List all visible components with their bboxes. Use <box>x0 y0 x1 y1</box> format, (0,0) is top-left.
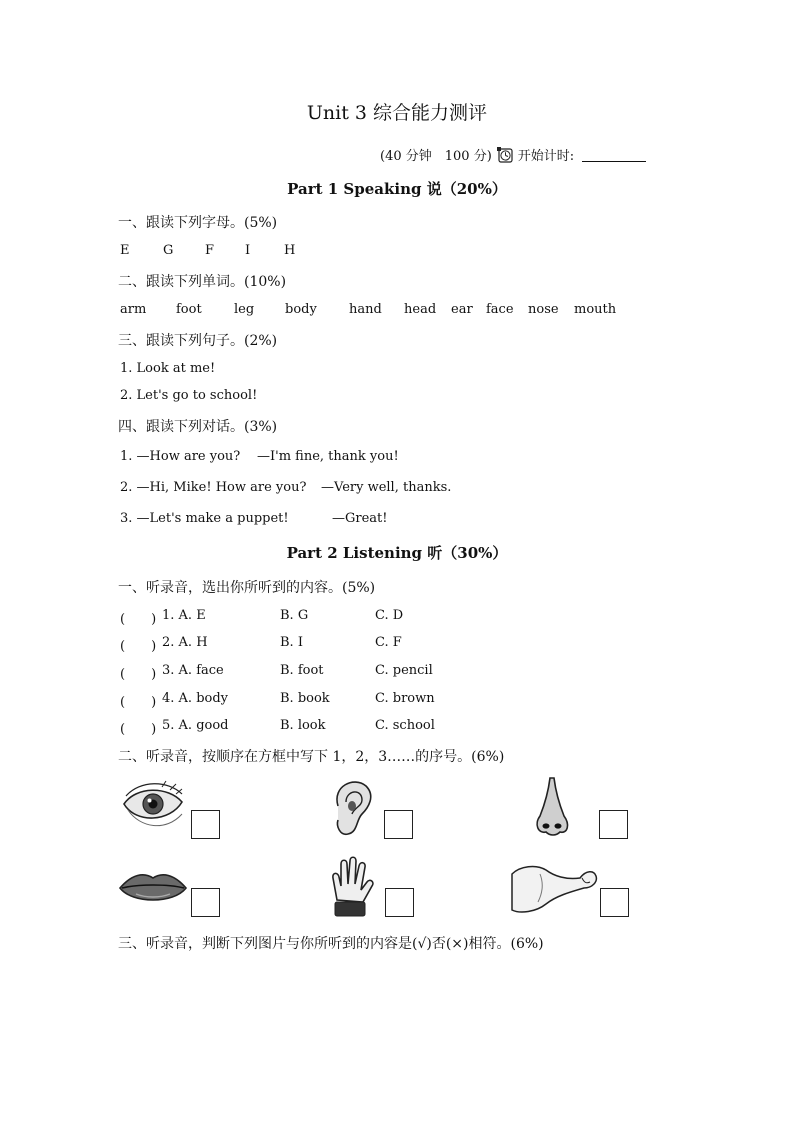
word: face <box>486 302 514 317</box>
ear-picture <box>330 776 374 838</box>
dialogue-line-b: —Very well, thanks. <box>321 480 452 495</box>
timer-label: 开始计时: <box>517 149 575 164</box>
part2-q2-title: 二、听录音，按顺序在方框中写下 1，2，3……的序号。(6%) <box>118 749 505 765</box>
word: mouth <box>574 302 617 317</box>
option-a: 2. A. H <box>162 635 208 650</box>
hand-picture <box>323 856 375 918</box>
dialogue-line-a: 2. —Hi, Mike! How are you? <box>120 480 307 495</box>
letter: G <box>163 243 174 258</box>
answer-blank[interactable]: ( ) <box>120 667 157 682</box>
arm-picture <box>510 860 598 916</box>
word: foot <box>176 302 202 317</box>
answer-blank[interactable]: ( ) <box>120 612 157 627</box>
part2-q3-title: 三、听录音，判断下列图片与你所听到的内容是(√)否(×)相符。(6%) <box>118 936 544 952</box>
option-c: C. F <box>375 635 402 650</box>
answer-box[interactable] <box>600 888 629 917</box>
part1-q4-title: 四、跟读下列对话。(3%) <box>118 419 278 435</box>
option-c: C. D <box>375 608 404 623</box>
dialogue-line-b: —Great! <box>332 511 388 526</box>
answer-blank[interactable]: ( ) <box>120 722 157 737</box>
answer-box[interactable] <box>599 810 628 839</box>
dialogue-line-b: —I'm fine, thank you! <box>257 449 399 464</box>
option-c: C. school <box>375 718 435 733</box>
option-b: B. foot <box>280 663 324 678</box>
option-a: 3. A. face <box>162 663 224 678</box>
option-b: B. G <box>280 608 309 623</box>
dialogue-line-a: 3. —Let's make a puppet! <box>120 511 289 526</box>
answer-box[interactable] <box>385 888 414 917</box>
answer-box[interactable] <box>191 810 220 839</box>
option-c: C. pencil <box>375 663 433 678</box>
nose-picture <box>534 776 570 838</box>
letter: I <box>245 243 251 258</box>
option-b: B. book <box>280 691 330 706</box>
answer-blank[interactable]: ( ) <box>120 695 157 710</box>
part1-q1-title: 一、跟读下列字母。(5%) <box>118 215 278 231</box>
part2-heading: Part 2 Listening 听（30%） <box>286 544 508 562</box>
eye-picture <box>122 778 184 840</box>
word: arm <box>120 302 147 317</box>
exam-meta <box>380 145 646 164</box>
letter: E <box>120 243 130 258</box>
time-score: (40 分钟 100 分) <box>380 149 492 164</box>
answer-box[interactable] <box>191 888 220 917</box>
clock-icon <box>496 146 514 164</box>
word: body <box>285 302 317 317</box>
answer-box[interactable] <box>384 810 413 839</box>
word: hand <box>349 302 382 317</box>
word: head <box>404 302 437 317</box>
letter: F <box>205 243 215 258</box>
word: nose <box>528 302 559 317</box>
part2-q1-title: 一、听录音，选出你所听到的内容。(5%) <box>118 580 376 596</box>
page-title: Unit 3 综合能力测评 <box>306 102 488 124</box>
option-a: 4. A. body <box>162 691 229 706</box>
dialogue-line-a: 1. —How are you? <box>120 449 241 464</box>
part1-q3-title: 三、跟读下列句子。(2%) <box>118 333 278 349</box>
option-b: B. look <box>280 718 326 733</box>
part1-heading: Part 1 Speaking 说（20%） <box>287 180 507 198</box>
option-a: 1. A. E <box>162 608 206 623</box>
letter: H <box>284 243 296 258</box>
option-b: B. I <box>280 635 303 650</box>
option-a: 5. A. good <box>162 718 229 733</box>
option-c: C. brown <box>375 691 435 706</box>
part1-q2-title: 二、跟读下列单词。(10%) <box>118 274 287 290</box>
timer-blank[interactable] <box>582 147 646 162</box>
sentence: 1. Look at me! <box>120 361 216 376</box>
sentence: 2. Let's go to school! <box>120 388 258 403</box>
answer-blank[interactable]: ( ) <box>120 639 157 654</box>
word: leg <box>234 302 255 317</box>
word: ear <box>451 302 473 317</box>
mouth-picture <box>118 868 188 908</box>
